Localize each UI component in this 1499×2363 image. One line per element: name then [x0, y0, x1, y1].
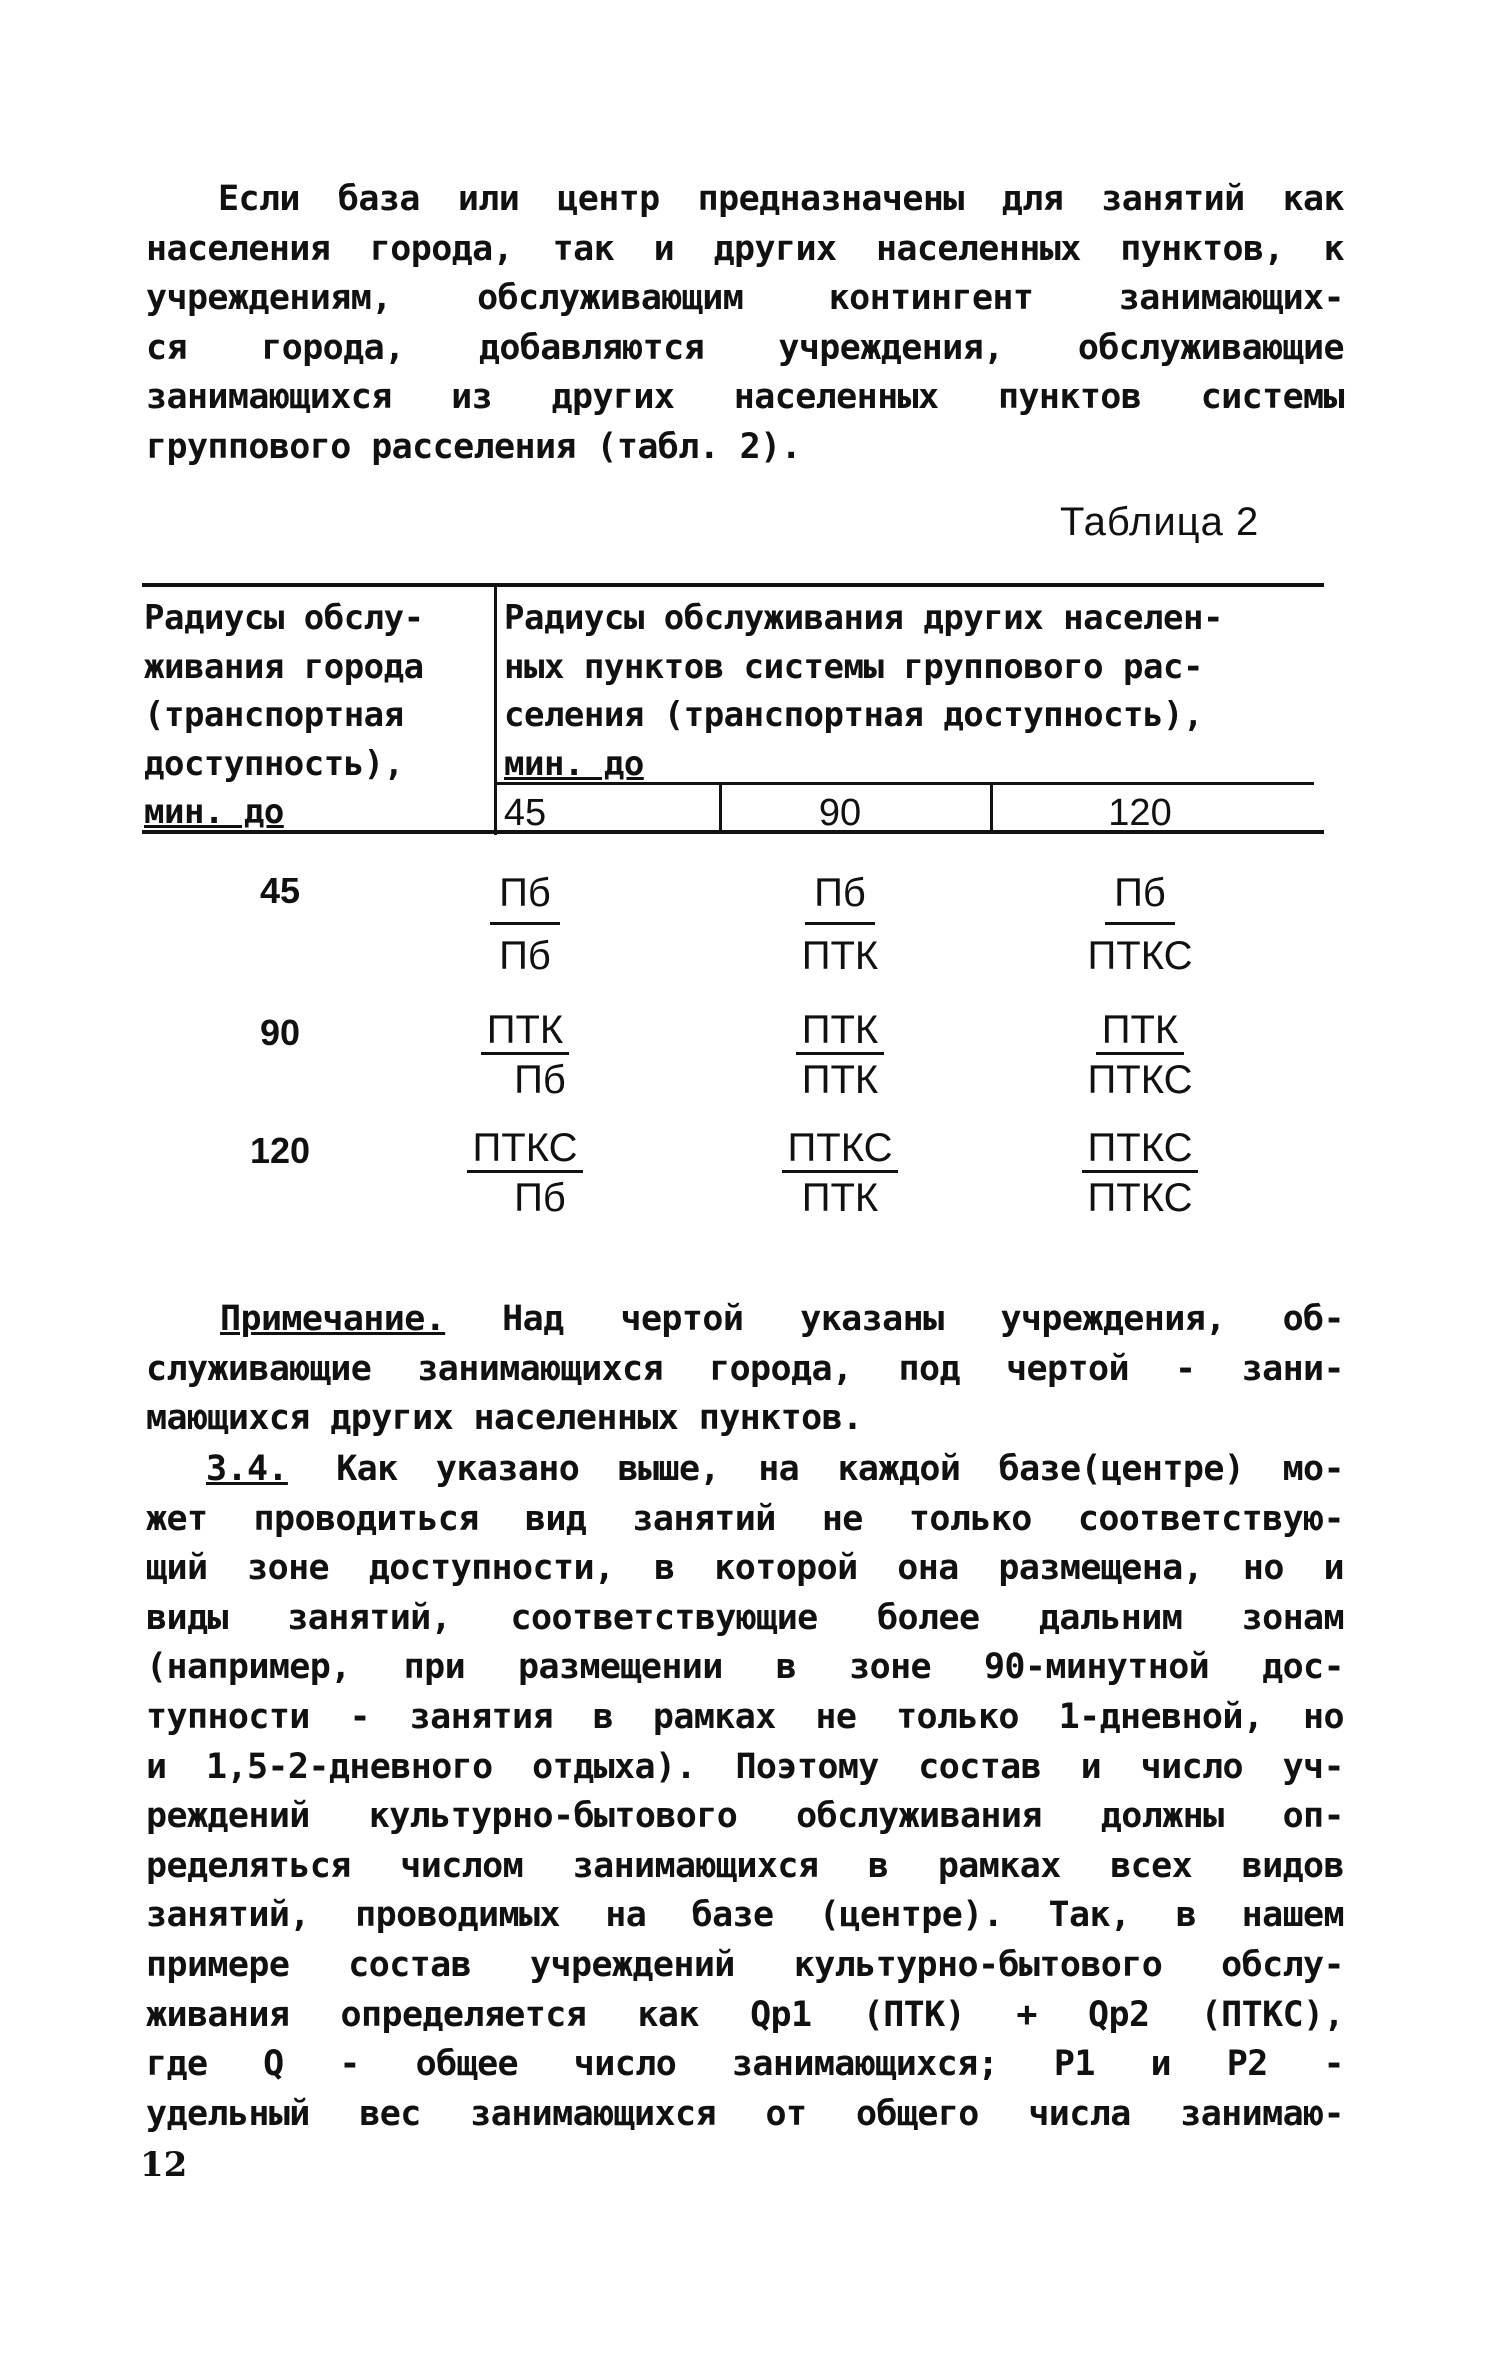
intro-line: учреждениям, обслуживающим контингент занимающих-	[146, 278, 1344, 319]
cell-top: Пб	[814, 871, 866, 915]
cell-top: Пб	[1114, 871, 1166, 915]
column-divider	[990, 783, 993, 833]
cell-bottom: ПТК	[801, 1176, 879, 1220]
section-line: где Q - общее число занимающихся; P1 и P2 -	[146, 2044, 1344, 2085]
note-line: мающихся других населенных пунктов.	[146, 1398, 863, 1439]
fraction-bar	[805, 922, 875, 925]
section-number: 3.4.	[206, 1449, 288, 1489]
cell-bottom: ПТКС	[1087, 1058, 1193, 1102]
table-cell	[425, 1008, 625, 1105]
section-line: и 1,5-2-дневного отдыха). Поэтому состав и число уч-	[146, 1746, 1344, 1787]
intro-line: ся города, добавляются учреждения, обслуживающие	[146, 327, 1344, 368]
intro-line: населения города, так и других населенных пунктов, к	[146, 228, 1344, 269]
row-label-90: 90	[259, 1012, 301, 1053]
section-line	[146, 1445, 1344, 1495]
cell-bottom: ПТК	[801, 934, 879, 978]
right-column-header	[504, 594, 1324, 788]
header-line: доступность),	[144, 743, 404, 784]
note-text: Над чертой указаны учреждения, об-	[502, 1299, 1344, 1339]
header-line: селения (транспортная доступность),	[504, 695, 1203, 735]
cell-bottom: ПТКС	[1087, 934, 1193, 978]
note-line	[146, 1295, 1344, 1345]
table-cell	[740, 868, 940, 981]
column-header-90: 90	[818, 792, 862, 834]
header-line: мин. до	[144, 792, 284, 832]
fraction-bar	[1105, 922, 1175, 925]
section-paragraph	[146, 1445, 1344, 2139]
column-divider	[719, 783, 722, 833]
table-cell	[1040, 868, 1240, 981]
header-line: ных пунктов системы группового рас-	[504, 646, 1203, 687]
intro-line: Если база или центр предназначены для занятий как	[218, 179, 1344, 219]
section-line: примере состав учреждений культурно-бытового обслу-	[146, 1944, 1344, 1985]
cell-bottom: Пб	[514, 1058, 566, 1102]
page-number: 12	[140, 2145, 188, 2185]
section-line: (например, при размещении в зоне 90-минутной дос-	[146, 1647, 1344, 1688]
cell-bottom: ПТКС	[1087, 1176, 1193, 1220]
table-cell	[1040, 1008, 1240, 1105]
intro-paragraph	[146, 175, 1344, 473]
table-cell	[740, 1126, 940, 1223]
cell-top: ПТКС	[782, 1126, 899, 1173]
section-line: щий зоне доступности, в которой она размещена, но и	[146, 1548, 1344, 1589]
intro-line: занимающихся из других населенных пунктов системы	[146, 377, 1344, 418]
section-line: виды занятий, соответствующие более дальним зонам	[146, 1597, 1344, 1638]
cell-bottom: ПТК	[801, 1058, 879, 1102]
cell-top: ПТКС	[467, 1126, 584, 1173]
cell-top: ПТК	[1096, 1008, 1184, 1055]
cell-bottom: Пб	[514, 1176, 566, 1220]
column-header-120: 120	[1108, 792, 1172, 834]
table-cell	[740, 1008, 940, 1105]
section-line: ределяться числом занимающихся в рамках всех видов	[146, 1845, 1344, 1886]
cell-top: ПТКС	[1082, 1126, 1199, 1173]
section-line: тупности - занятия в рамках не только 1-дневной, но	[146, 1696, 1344, 1737]
header-line: живания города	[144, 646, 424, 687]
note-line: служивающие занимающихся города, под чертой - зани-	[146, 1348, 1344, 1389]
intro-line: группового расселения (табл. 2).	[146, 426, 802, 467]
fraction-bar	[490, 922, 560, 925]
table-top-rule	[142, 583, 1324, 587]
row-label-45: 45	[259, 870, 301, 911]
note-paragraph	[146, 1295, 1344, 1444]
section-line: реждений культурно-бытового обслуживания должны оп-	[146, 1796, 1344, 1837]
header-line: Радиусы обслуживания других населен-	[504, 598, 1223, 638]
header-line: (транспортная	[144, 695, 404, 735]
left-column-header	[144, 594, 489, 837]
table-cell	[1040, 1126, 1240, 1223]
header-line: мин. до	[504, 743, 644, 784]
header-line: Радиусы обслу-	[144, 598, 424, 638]
table-cell	[425, 868, 625, 981]
cell-bottom: Пб	[499, 934, 551, 978]
note-label: Примечание.	[220, 1299, 446, 1339]
cell-top: Пб	[499, 871, 551, 915]
section-line: живания определяется как Qp1 (ПТК) + Qp2 (ПТКС),	[146, 1994, 1344, 2035]
cell-top: ПТК	[481, 1008, 569, 1055]
section-line: занятий, проводимых на базе (центре). Так, в нашем	[146, 1895, 1344, 1936]
section-line: удельный вес занимающихся от общего числа занимаю-	[146, 2093, 1344, 2134]
section-text: Как указано выше, на каждой базе(центре) мо-	[336, 1449, 1344, 1489]
table-cell	[425, 1126, 625, 1223]
cell-top: ПТК	[796, 1008, 884, 1055]
table-caption: Таблица 2	[1060, 500, 1260, 544]
row-label-120: 120	[249, 1130, 311, 1171]
section-line: жет проводиться вид занятий не только соответствую-	[146, 1498, 1344, 1539]
column-header-45: 45	[503, 792, 547, 834]
